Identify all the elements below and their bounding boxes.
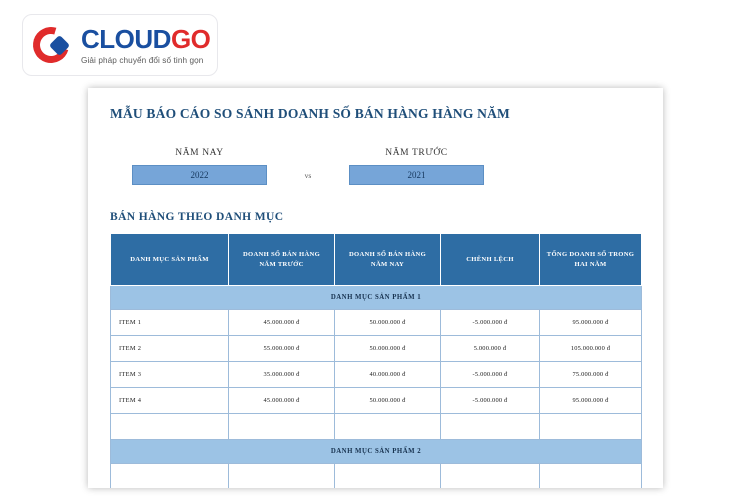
year-current-value[interactable]: 2022	[132, 165, 267, 185]
cell-prev-year: 45.000.000 đ	[229, 388, 335, 414]
group-row	[111, 286, 642, 310]
page-title: MẪU BÁO CÁO SO SÁNH DOANH SỐ BÁN HÀNG HÀNG NĂM	[110, 106, 510, 121]
cell-total: 75.000.000 đ	[540, 362, 642, 388]
cell-current-year: 50.000.000 đ	[335, 336, 441, 362]
cell-total	[540, 464, 642, 489]
section-title: BÁN HÀNG THEO DANH MỤC	[110, 211, 284, 223]
cell-total: 105.000.000 đ	[540, 336, 642, 362]
cell-total: 95.000.000 đ	[540, 310, 642, 336]
sales-report-table	[110, 233, 642, 488]
cell-prev-year	[229, 414, 335, 440]
cell-total: 95.000.000 đ	[540, 388, 642, 414]
cell-category: ITEM 4	[111, 388, 229, 414]
cell-category	[111, 414, 229, 440]
table-row-empty	[111, 414, 642, 440]
year-previous-value[interactable]: 2021	[349, 165, 484, 185]
logo-title	[81, 23, 211, 54]
cell-prev-year: 35.000.000 đ	[229, 362, 335, 388]
cell-difference	[441, 414, 540, 440]
table-row	[111, 388, 642, 414]
cell-difference	[441, 464, 540, 489]
group-row	[111, 440, 642, 464]
year-previous-block	[349, 148, 484, 185]
year-selector-row	[132, 148, 641, 185]
cell-category: ITEM 3	[111, 362, 229, 388]
table-header-row	[111, 234, 642, 286]
cell-category	[111, 464, 229, 489]
cell-prev-year	[229, 464, 335, 489]
table-row	[111, 310, 642, 336]
cloudgo-logo	[22, 14, 218, 76]
cell-prev-year: 45.000.000 đ	[229, 310, 335, 336]
cell-prev-year: 55.000.000 đ	[229, 336, 335, 362]
vs-separator: vs	[304, 171, 312, 180]
table-row-empty	[111, 464, 642, 489]
cell-difference: -5.000.000 đ	[441, 310, 540, 336]
year-previous-label: NĂM TRƯỚC	[385, 148, 448, 158]
cell-difference: -5.000.000 đ	[441, 362, 540, 388]
year-current-label: NĂM NAY	[175, 148, 224, 158]
cell-current-year	[335, 414, 441, 440]
cell-current-year: 50.000.000 đ	[335, 310, 441, 336]
group-label: DANH MỤC SẢN PHẨM 1	[111, 286, 642, 310]
cell-current-year: 40.000.000 đ	[335, 362, 441, 388]
year-current-block	[132, 148, 267, 185]
cell-total	[540, 414, 642, 440]
cell-category: ITEM 2	[111, 336, 229, 362]
column-header-category: DANH MỤC SẢN PHẨM	[111, 234, 229, 286]
logo-tagline: Giải pháp chuyển đổi số tinh gọn	[81, 55, 204, 65]
group-label: DANH MỤC SẢN PHẨM 2	[111, 440, 642, 464]
logo-title-accent: GO	[170, 23, 211, 54]
column-header-difference: CHÊNH LỆCH	[441, 234, 540, 286]
logo-title-main: CLOUD	[81, 23, 171, 54]
cell-current-year: 50.000.000 đ	[335, 388, 441, 414]
cell-category: ITEM 1	[111, 310, 229, 336]
column-header-total: TỔNG DOANH SỐ TRONG HAI NĂM	[540, 234, 642, 286]
table-row	[111, 336, 642, 362]
cloudgo-logo-icon	[31, 23, 75, 67]
cell-difference: 5.000.000 đ	[441, 336, 540, 362]
table-row	[111, 362, 642, 388]
logo-text	[81, 23, 211, 65]
cell-current-year	[335, 464, 441, 489]
column-header-current-year: DOANH SỐ BÁN HÀNG NĂM NAY	[335, 234, 441, 286]
cell-difference: -5.000.000 đ	[441, 388, 540, 414]
document-sheet	[88, 88, 663, 488]
column-header-prev-year: DOANH SỐ BÁN HÀNG NĂM TRƯỚC	[229, 234, 335, 286]
